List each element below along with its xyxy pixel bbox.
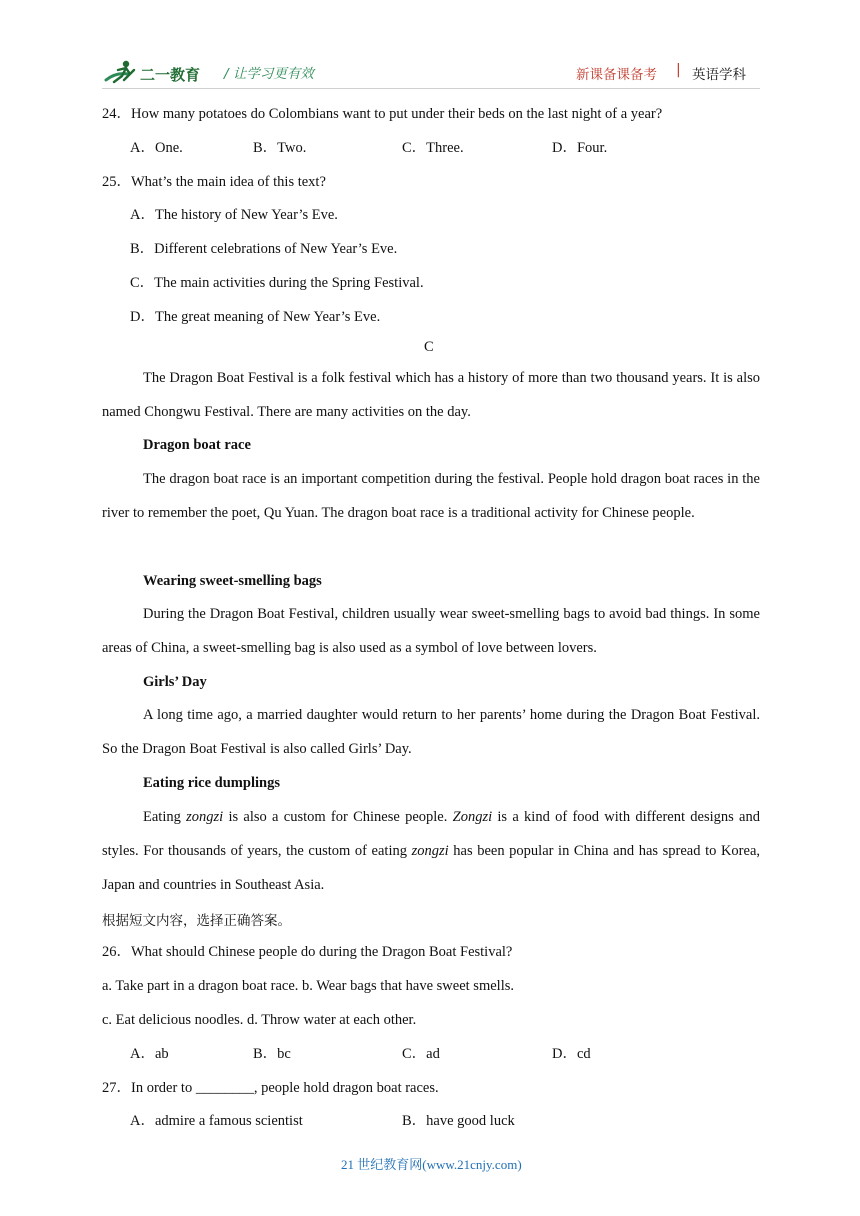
passage-intro: The Dragon Boat Festival is a folk festival which has a history of more than two thousand years. It is also named Chongwu Festival. There are many activities on the day.: [102, 370, 760, 420]
question-24-option-d[interactable]: D．Four.: [552, 140, 608, 156]
question-27-option-a[interactable]: A．admire a famous scientist: [130, 1113, 303, 1129]
brand-name: 二一教育: [140, 66, 201, 84]
question-27-option-b[interactable]: B．have good luck: [402, 1113, 515, 1129]
question-26-choices-ab: a. Take part in a dragon boat race. b. Wear bags that have sweet smells.: [102, 978, 514, 994]
section-heading-dragon-boat-race: Dragon boat race: [143, 437, 251, 453]
question-26-option-c[interactable]: C．ad: [402, 1046, 440, 1062]
instruction-text: 根据短文内容，选择正确答案。: [102, 913, 291, 929]
question-26-option-a[interactable]: A．ab: [130, 1046, 169, 1062]
header-title: 新课备课备考: [576, 67, 657, 83]
question-25-option-c[interactable]: C．The main activities during the Spring Festival.: [130, 275, 424, 291]
section-heading-girls-day: Girls’ Day: [143, 674, 207, 690]
section-text-dragon-boat-race: The dragon boat race is an important competition during the festival. People hold dragon boat races in the river to remember the poet, Qu Yuan. The dragon boat race is a traditional activity for Chinese people.: [102, 471, 760, 521]
section-text-sweet-bags: During the Dragon Boat Festival, children usually wear sweet-smelling bags to avoid bad things. In some areas of China, a sweet-smelling bag is also used as a symbol of love between lovers.: [102, 606, 760, 656]
question-24-option-b[interactable]: B．Two.: [253, 140, 307, 156]
section-heading-sweet-bags: Wearing sweet-smelling bags: [143, 573, 322, 589]
question-27-stem: 27．In order to ________, people hold dragon boat races.: [102, 1080, 439, 1096]
header-separator: |: [676, 62, 681, 78]
question-24-stem: 24．How many potatoes do Colombians want to put under their beds on the last night of a year?: [102, 106, 663, 122]
question-24-option-c[interactable]: C．Three.: [402, 140, 464, 156]
header-slogan: / 让学习更有效: [224, 66, 314, 82]
question-25-option-d[interactable]: D．The great meaning of New Year’s Eve.: [130, 309, 381, 325]
header-divider: [102, 88, 760, 89]
section-heading-rice-dumplings: Eating rice dumplings: [143, 775, 280, 791]
question-25-option-b[interactable]: B．Different celebrations of New Year’s Eve.: [130, 241, 398, 257]
question-26-stem: 26．What should Chinese people do during the Dragon Boat Festival?: [102, 944, 513, 960]
header-subject: 英语学科: [692, 67, 746, 83]
passage-letter: C: [424, 339, 434, 355]
question-25-stem: 25．What’s the main idea of this text?: [102, 174, 326, 190]
footer-link[interactable]: 21 世纪教育网(www.21cnjy.com): [341, 1157, 522, 1172]
question-26-choices-cd: c. Eat delicious noodles. d. Throw water at each other.: [102, 1012, 417, 1028]
section-text-rice-dumplings: Eating zongzi is also a custom for Chinese people. Zongzi is a kind of food with different designs and styles. For thousands of years, the custom of eating zongzi has been popular in China and has spread to Korea, Japan and countries in Southeast Asia.: [102, 809, 760, 893]
question-24-option-a[interactable]: A．One.: [130, 140, 183, 156]
question-26-option-b[interactable]: B．bc: [253, 1046, 291, 1062]
question-26-option-d[interactable]: D．cd: [552, 1046, 591, 1062]
section-text-girls-day: A long time ago, a married daughter would return to her parents’ home during the Dragon Boat Festival. So the Dragon Boat Festival is also called Girls’ Day.: [102, 707, 760, 757]
question-25-option-a[interactable]: A．The history of New Year’s Eve.: [130, 207, 338, 223]
